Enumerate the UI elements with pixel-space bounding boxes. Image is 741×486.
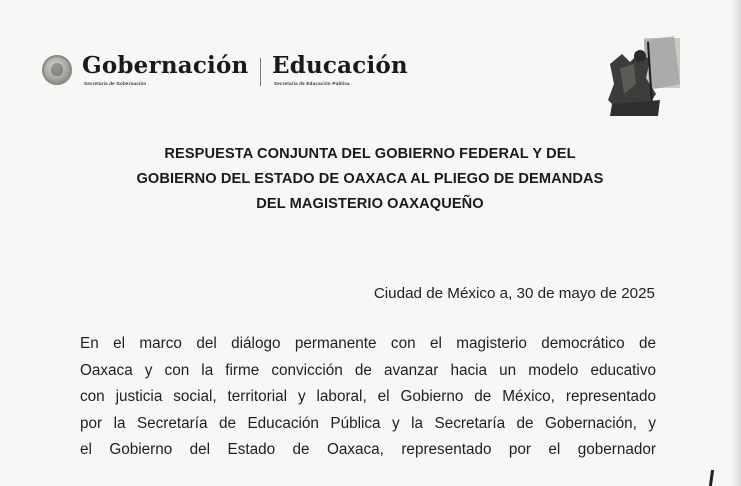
place-and-date: Ciudad de México a, 30 de mayo de 2025 — [373, 285, 655, 302]
letterhead-divider — [260, 58, 261, 86]
title-line: DEL MAGISTERIO OAXAQUEÑO — [256, 196, 484, 212]
title-line: GOBIERNO DEL ESTADO DE OAXACA AL PLIEGO DE DEMANDAS — [136, 171, 604, 187]
body-line: con justicia social, territorial y laboral, el Gobierno de México, representado — [80, 388, 656, 405]
body-line: En el marco del diálogo permanente con el magisterio democrático de — [80, 335, 656, 352]
handwritten-mark — [709, 470, 714, 486]
letterhead — [40, 48, 440, 92]
national-seal-icon — [42, 55, 72, 85]
gobernacion-subtitle: Secretaría de Gobernación — [84, 81, 147, 86]
educacion-logo-text: Educación — [272, 52, 408, 79]
body-line: el Gobierno del Estado de Oaxaca, representado por el gobernador — [80, 441, 656, 458]
heroine-flag-emblem-icon — [600, 34, 686, 118]
page-edge-shadow — [731, 0, 741, 486]
document-title — [60, 142, 680, 217]
educacion-subtitle: Secretaría de Educación Pública — [274, 81, 350, 86]
title-line: RESPUESTA CONJUNTA DEL GOBIERNO FEDERAL Y DEL — [164, 146, 576, 162]
gobernacion-logo-text: Gobernación — [82, 52, 249, 79]
body-line: por la Secretaría de Educación Pública y la Secretaría de Gobernación, y — [80, 414, 656, 432]
body-line: Oaxaca y con la firme convicción de avanzar hacia un modelo educativo — [80, 361, 656, 379]
body-paragraph — [80, 331, 656, 464]
